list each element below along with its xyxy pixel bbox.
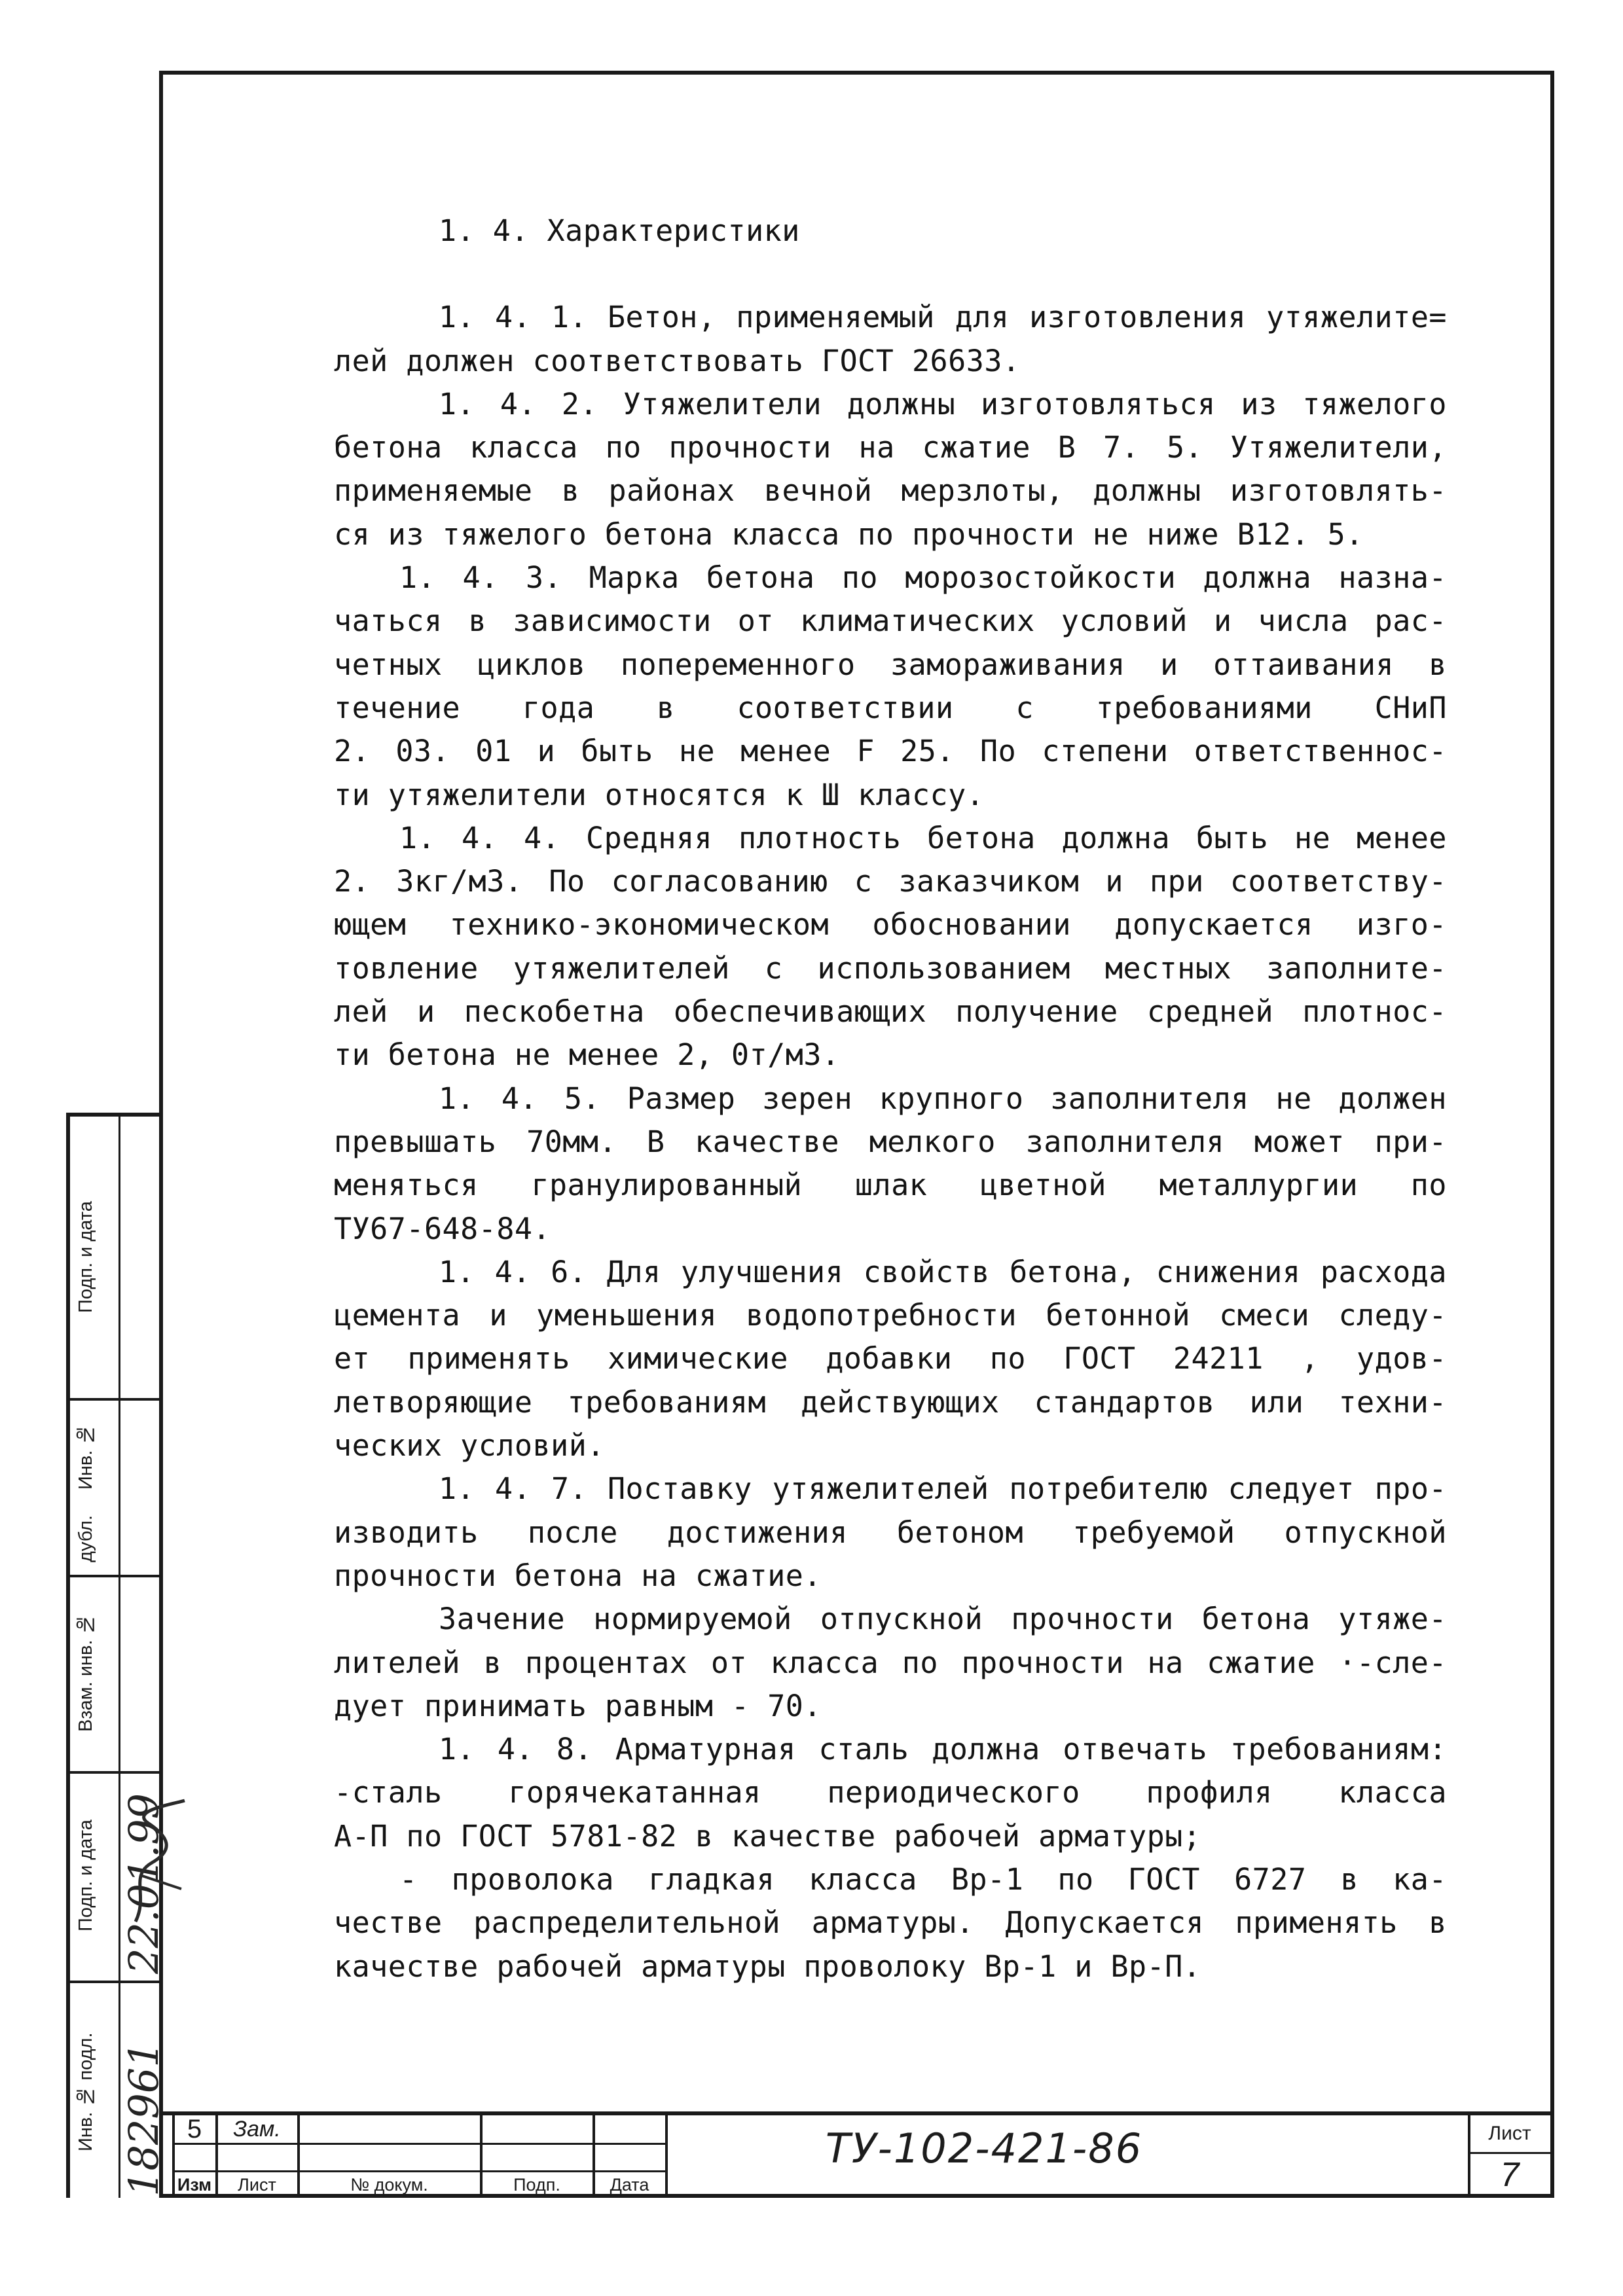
signature <box>122 1797 194 1928</box>
paragraph-line: 2. 3кг/м3. По согласованию с заказчиком и при соответству- <box>334 864 1447 899</box>
label-inv-podl: Инв. № подл. <box>75 2032 96 2151</box>
paragraph-line: 2. 03. 01 и быть не менее F 25. По степени ответственнос- <box>334 734 1447 769</box>
change-note: Зам. <box>233 2116 281 2142</box>
paragraph-line: 1. 4. 3. Марка бетона по морозостойкости должна назна- <box>399 560 1447 596</box>
change-number: 5 <box>187 2114 202 2144</box>
title-block-line <box>665 2115 668 2198</box>
paragraph-line: - проволока гладкая класса Вр-1 по ГОСТ 6727 в ка- <box>399 1861 1447 1897</box>
col-label-list: Лист <box>238 2174 276 2195</box>
handwritten-inv-number: 182961 <box>120 2041 168 2197</box>
paragraph-line: бетона класса по прочности на сжатие В 7. 5. Утяжелители, <box>334 430 1447 465</box>
paragraph-line: ческих условий. <box>334 1428 605 1463</box>
paragraph-line: 1. 4. 8. Арматурная сталь должна отвечать требованиям: <box>439 1732 1447 1767</box>
title-block <box>159 2111 1554 2198</box>
paragraph-line: ти утяжелители относятся к Ш классу. <box>334 777 985 812</box>
paragraph-line: 1. 4. 1. Бетон, применяемый для изготовления утяжелите= <box>439 300 1447 335</box>
label-podp-data: Подп. и дата <box>75 1820 96 1932</box>
paragraph-line: течение года в соответствии с требованиями СНиП <box>334 690 1447 725</box>
paragraph-line: качестве рабочей арматуры проволоку Вр-1 и Вр-П. <box>334 1948 1201 1984</box>
sheet-label: Лист <box>1488 2123 1531 2144</box>
paragraph-line: меняться гранулированный шлак цветной металлургии по <box>334 1168 1447 1203</box>
paragraph-line: товление утяжелителей с использованием местных заполните- <box>334 950 1447 986</box>
paragraph-line: ся из тяжелого бетона класса по прочности не ниже В12. 5. <box>334 516 1364 552</box>
col-label-dokum: № докум. <box>350 2174 428 2195</box>
paragraph-line: ющем технико-экономическом обосновании допускается изго- <box>334 907 1447 942</box>
label-vzam-inv: Взам. инв. № <box>75 1613 96 1732</box>
paragraph-line: 1. 4. 6. Для улучшения свойств бетона, снижения расхода <box>439 1254 1447 1289</box>
paragraph-line: летворяющие требованиям действующих стандартов или техни- <box>334 1384 1447 1420</box>
paragraph-line: превышать 70мм. В качестве мелкого заполнителя может при- <box>334 1124 1447 1159</box>
side-stamp-row-line <box>70 1771 163 1774</box>
side-stamp-row-line <box>70 1398 163 1401</box>
label-inv-no: Инв. № <box>75 1424 96 1490</box>
paragraph-line: чаться в зависимости от климатических условий и числа рас- <box>334 603 1447 639</box>
paragraph-line: 1. 4. 5. Размер зерен крупного заполнителя не должен <box>439 1081 1447 1116</box>
paragraph-line: честве распределительной арматуры. Допускается применять в <box>334 1905 1447 1941</box>
side-stamp <box>66 1113 168 2198</box>
side-stamp-row-line <box>70 1575 163 1577</box>
label-podp-data-2: Подп. и дата <box>75 1201 96 1314</box>
paragraph-line: А-П по ГОСТ 5781-82 в качестве рабочей арматуры; <box>334 1818 1201 1854</box>
paragraph-line: 1. 4. 7. Поставку утяжелителей потребителю следует про- <box>439 1471 1447 1507</box>
paragraph-line: ТУ67-648-84. <box>334 1211 551 1246</box>
paragraph-line: прочности бетона на сжатие. <box>334 1558 822 1593</box>
paragraph-line: 1. 4. 4. Средняя плотность бетона должна быть не менее <box>399 820 1447 855</box>
col-label-izm: Изм <box>177 2174 212 2195</box>
paragraph-line: применяемые в районах вечной мерзлоты, должны изготовлять- <box>334 473 1447 509</box>
document-code: ТУ-102-421-86 <box>825 2125 1143 2172</box>
paragraph-line: -сталь горячекатанная периодического профиля класса <box>334 1775 1447 1810</box>
paragraph-line: цемента и уменьшения водопотребности бетонной смеси следу- <box>334 1298 1447 1333</box>
paragraph-line: лителей в процентах от класса по прочности на сжатие ·-сле- <box>334 1645 1447 1680</box>
col-label-podp: Подп. <box>513 2174 560 2195</box>
paragraph-line: дует принимать равным - 70. <box>334 1688 822 1723</box>
paragraph-line: четных циклов попеременного замораживания и оттаивания в <box>334 647 1447 682</box>
label-dubl: дубл. <box>75 1515 96 1563</box>
handwritten-date: 22.01.99 <box>120 1793 168 1974</box>
paragraph-line: ет применять химические добавки по ГОСТ 24211 , удов- <box>334 1341 1447 1376</box>
document-body <box>334 209 1447 1988</box>
paragraph-line: 1. 4. 2. Утяжелители должны изготовляться из тяжелого <box>439 386 1447 422</box>
paragraph-line: лей должен соответствовать ГОСТ 26633. <box>334 343 1021 378</box>
paragraph-line: лей и пескобетна обеспечивающих получение средней плотнос- <box>334 994 1447 1030</box>
paragraph-line: изводить после достижения бетоном требуемой отпускной <box>334 1515 1447 1550</box>
paragraph-line: ти бетона не менее 2, 0т/м3. <box>334 1037 840 1073</box>
col-label-data: Дата <box>610 2174 649 2195</box>
section-heading: 1. 4. Характеристики <box>439 213 800 248</box>
side-stamp-row-line <box>70 1981 163 1983</box>
paragraph-line: Зачение нормируемой отпускной прочности бетона утяже- <box>439 1602 1447 1637</box>
sheet-number: 7 <box>1500 2156 1520 2194</box>
title-block-line <box>172 2143 665 2145</box>
